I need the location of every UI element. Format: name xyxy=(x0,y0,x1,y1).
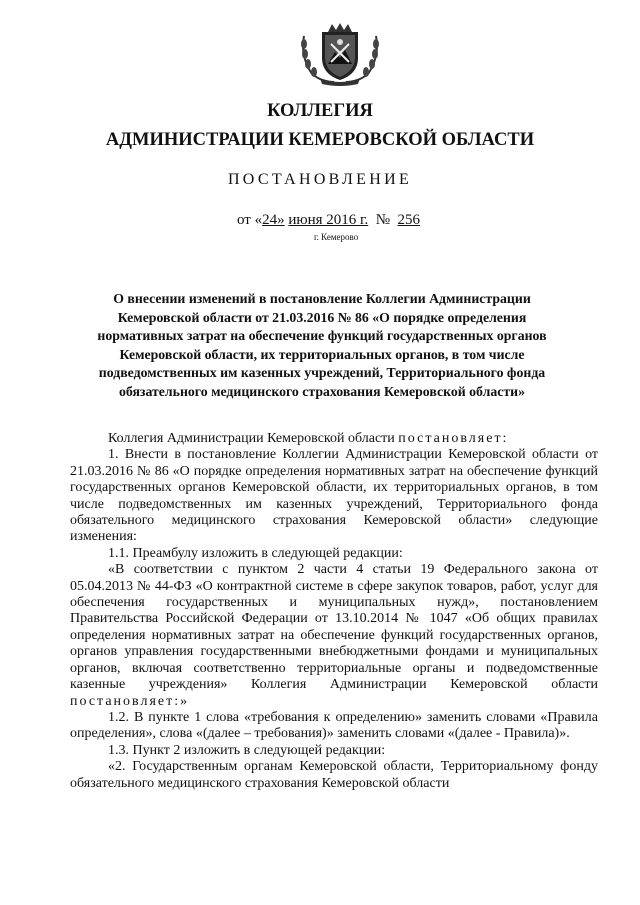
body-text: «В соответствии с пунктом 2 части 4 статьи 19 Федерального закона от 05.04.2013 № 44-ФЗ «О контрактной системе в сфере закупок товаров, работ, услуг для обеспечения государственных и муниципальных нужд», постановлением Правительства Российской Федерации от 13.10.2014 № 1047 «Об общих правилах определения нормативных затрат на обеспечение функций государственных органов, органов управления государственными внебюджетными фондами и муниципальных органов, включая соответственно территориальные органы и подведомственные казенные учреждения» Коллегия Администрации Кемеровской области xyxy=(70,562,598,693)
date-month-year: июня 2016 г. xyxy=(288,212,369,228)
date-day: 24 xyxy=(262,212,278,228)
org-name-line2: АДМИНИСТРАЦИИ КЕМЕРОВСКОЙ ОБЛАСТИ xyxy=(105,130,535,150)
coat-of-arms-emblem xyxy=(298,22,382,86)
body-paragraph: 1.2. В пункте 1 слова «требования к определению» заменить словами «Правила определения», слова «(далее – требования)» заменить словами «(далее - Правила)». xyxy=(70,709,598,742)
body-paragraph xyxy=(70,562,598,710)
document-type: ПОСТАНОВЛЕНИЕ xyxy=(227,171,413,188)
body-paragraph: 1. Внести в постановление Коллегии Администрации Кемеровской области от 21.03.2016 № 86 «О порядке определения нормативных затрат на обеспечение функций государственных органов Кемеровской области, их территориальных органов, в том числе подведомственных им казенных учреждений, Территориального фонда обязательного медицинского страхования Кемеровской области» следующие изменения: xyxy=(70,447,598,545)
document-number: 256 xyxy=(397,212,421,228)
body-paragraph: 1.3. Пункт 2 изложить в следующей редакции: xyxy=(108,742,386,758)
body-spaced-text: постановляет:» xyxy=(70,693,190,709)
body-paragraph: 1.1. Преамбулу изложить в следующей редакции: xyxy=(108,545,403,561)
number-label: № xyxy=(375,212,391,228)
body-paragraph: «2. Государственным органам Кемеровской области, Территориальному фонду обязательного медицинского страхования Кемеровской области xyxy=(70,759,598,791)
date-line xyxy=(237,212,420,229)
body-spaced-text: постановляет: xyxy=(398,431,509,446)
document-body xyxy=(70,431,598,792)
city: г. Кемерово xyxy=(314,232,359,242)
org-name-line1: КОЛЛЕГИЯ xyxy=(267,101,373,121)
body-text: Коллегия Администрации Кемеровской области xyxy=(108,431,399,446)
document-title: О внесении изменений в постановление Коллегии Администрации Кемеровской области от 21.03.2016 № 86 «О порядке определения нормативных затрат на обеспечение функций государственных органов Кемеровской области, их территориальных органов, в том числе подведомственных им казенных учреждений, Территориального фонда обязательного медицинского страхования Кемеровской области» xyxy=(97,291,547,399)
date-sep: » xyxy=(277,212,285,228)
date-prefix: от « xyxy=(237,212,263,228)
body-paragraph xyxy=(70,431,598,447)
